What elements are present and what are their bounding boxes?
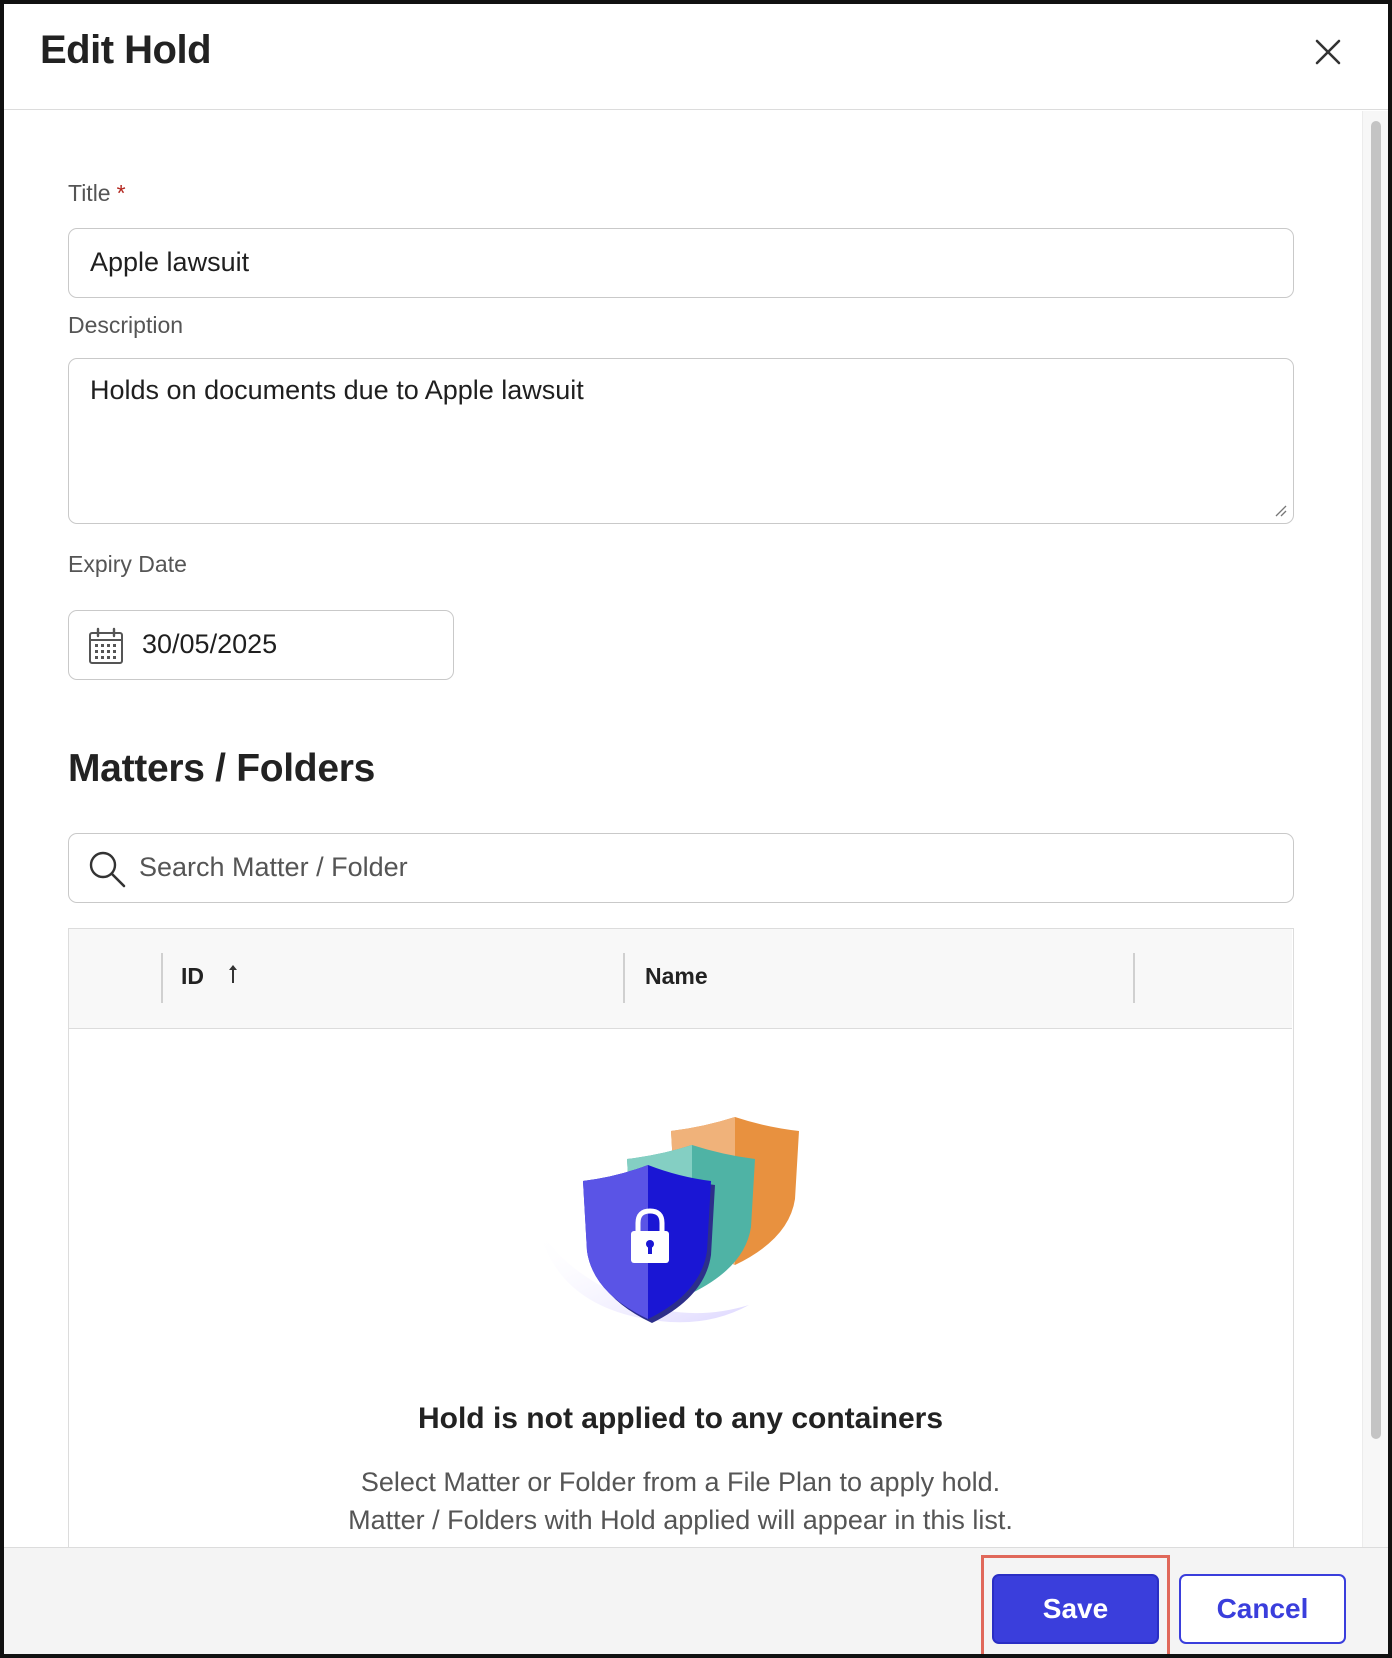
matters-section-title: Matters / Folders: [68, 747, 375, 790]
save-button[interactable]: Save: [992, 1574, 1159, 1644]
shields-lock-icon: [539, 1109, 799, 1329]
close-icon: [1304, 28, 1352, 76]
dialog-header: [4, 4, 1388, 110]
matter-search-box[interactable]: [68, 833, 1294, 903]
matter-search-input[interactable]: [139, 834, 1279, 901]
expiry-date-value: 30/05/2025: [142, 629, 278, 659]
calendar-icon[interactable]: [88, 627, 124, 665]
column-header-id[interactable]: ID: [181, 963, 204, 989]
cancel-button[interactable]: Cancel: [1179, 1574, 1346, 1644]
empty-state-title: Hold is not applied to any containers: [417, 1402, 944, 1435]
column-divider: [161, 953, 163, 1003]
dialog-footer: [4, 1547, 1388, 1658]
search-icon: [87, 849, 127, 889]
column-divider: [1133, 953, 1135, 1003]
close-button[interactable]: [1304, 28, 1352, 76]
title-input[interactable]: [68, 228, 1294, 298]
expiry-date-label: Expiry Date: [68, 551, 187, 577]
resize-grip-icon[interactable]: [1273, 503, 1287, 517]
arrow-up-icon[interactable]: [227, 963, 239, 985]
scrollbar-thumb[interactable]: [1371, 121, 1381, 1439]
empty-state-line-2: Matter / Folders with Hold applied will appear in this list.: [348, 1505, 1013, 1535]
column-header-name[interactable]: Name: [645, 963, 708, 989]
description-textarea[interactable]: [68, 358, 1294, 524]
matters-table: [68, 928, 1294, 1547]
title-input-value: Apple lawsuit: [90, 247, 250, 277]
title-label: [68, 180, 126, 207]
description-label: Description: [68, 312, 184, 338]
title-label-text: Title: [68, 180, 111, 206]
empty-state-line-1: Select Matter or Folder from a File Plan to apply hold.: [360, 1467, 1001, 1497]
description-value: Holds on documents due to Apple lawsuit: [90, 375, 584, 405]
expiry-date-input[interactable]: [68, 610, 454, 680]
table-header-row: [69, 929, 1292, 1029]
column-divider: [623, 953, 625, 1003]
dialog-body: [4, 111, 1388, 1547]
required-marker: *: [116, 180, 126, 206]
dialog-title: Edit Hold: [40, 28, 212, 72]
